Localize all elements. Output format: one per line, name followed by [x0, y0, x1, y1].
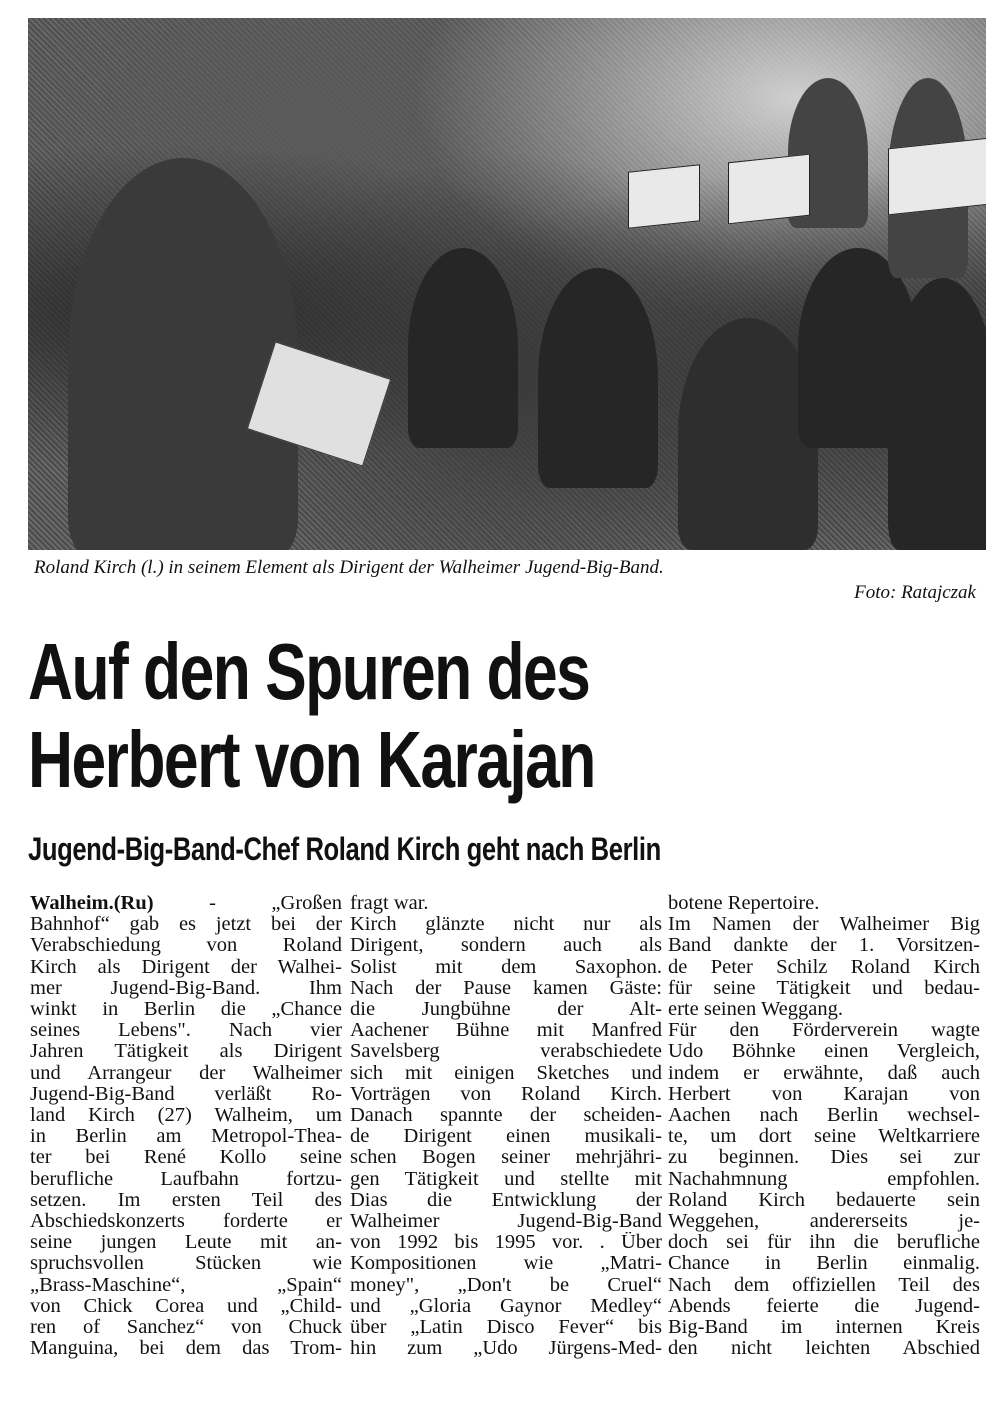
musician-figure: [888, 278, 986, 550]
column-line: Dias die Entwicklung der: [350, 1189, 662, 1211]
column-line: berufliche Laufbahn fortzu-: [30, 1168, 342, 1190]
column-line: seine jungen Leute mit an-: [30, 1232, 342, 1254]
column-line: den nicht leichten Abschied: [668, 1338, 980, 1360]
column-line: Herbert von Karajan von: [668, 1083, 980, 1105]
article-column-1: [30, 893, 342, 1359]
column-line: de Dirigent einen musikali-: [350, 1126, 662, 1148]
conductor-figure: [68, 158, 298, 550]
column-line: ren of Sanchez“ von Chuck: [30, 1317, 342, 1339]
photo-caption: Roland Kirch (l.) in seinem Element als Dirigent der Walheimer Jugend-Big-Band.: [34, 557, 664, 578]
column-line: hin zum „Udo Jürgens-Med-: [350, 1338, 662, 1360]
column-line: Abschiedskonzerts forderte er: [30, 1211, 342, 1233]
column-line: Vorträgen von Roland Kirch.: [350, 1083, 662, 1105]
column-line: Dirigent, sondern auch als: [350, 935, 662, 957]
column-line: mer Jugend-Big-Band. Ihm: [30, 977, 342, 999]
musician-figure: [538, 268, 658, 488]
column-line: doch sei für ihn die berufliche: [668, 1232, 980, 1254]
dateline: Walheim.(Ru): [30, 893, 154, 914]
column-line: Savelsberg verabschiedete: [350, 1041, 662, 1063]
column-line: Danach spannte der scheiden-: [350, 1105, 662, 1127]
column-line: von Chick Corea und „Child-: [30, 1295, 342, 1317]
column-line: „Brass-Maschine“, „Spain“: [30, 1274, 342, 1296]
column-line: sich mit einigen Sketches und: [350, 1062, 662, 1084]
column-line: Kirch als Dirigent der Walhei-: [30, 956, 342, 978]
music-stand: [728, 154, 810, 225]
column-line: Im Namen der Walheimer Big: [668, 914, 980, 936]
column-line: gen Tätigkeit und stellte mit: [350, 1168, 662, 1190]
news-photo: [28, 18, 986, 550]
column-line: Walheim.(Ru) - „Großen: [30, 893, 342, 914]
column-line: zu beginnen. Dies sei zur: [668, 1147, 980, 1169]
column-line: Weggehen, andererseits je-: [668, 1211, 980, 1233]
column-line: fragt war.: [350, 893, 429, 914]
musician-figure: [408, 248, 518, 448]
column-line: Nachahmnung empfohlen.: [668, 1168, 980, 1190]
headline: [28, 628, 964, 804]
column-line: money", „Don't be Cruel“: [350, 1274, 662, 1296]
column-line: Chance in Berlin einmalig.: [668, 1253, 980, 1275]
column-line: für seine Tätigkeit und bedau-: [668, 977, 980, 999]
column-line: Walheimer Jugend-Big-Band: [350, 1211, 662, 1233]
column-line: erte seinen Weggang.: [668, 999, 844, 1021]
column-line: ter bei René Kollo seine: [30, 1147, 342, 1169]
column-line: Verabschiedung von Roland: [30, 935, 342, 957]
column-line: Band dankte der 1. Vorsitzen-: [668, 935, 980, 957]
column-line: schen Bogen seiner mehrjähri-: [350, 1147, 662, 1169]
column-line: Solist mit dem Saxophon.: [350, 956, 662, 978]
column-line: und „Gloria Gaynor Medley“: [350, 1295, 662, 1317]
column-line: de Peter Schilz Roland Kirch: [668, 956, 980, 978]
column-line: Für den Förderverein wagte: [668, 1020, 980, 1042]
column-line: und Arrangeur der Walheimer: [30, 1062, 342, 1084]
column-line: Aachen nach Berlin wechsel-: [668, 1105, 980, 1127]
column-line: indem er erwähnte, daß auch: [668, 1062, 980, 1084]
article-column-2: [350, 893, 662, 1359]
column-line: über „Latin Disco Fever“ bis: [350, 1317, 662, 1339]
column-line: Nach der Pause kamen Gäste:: [350, 977, 662, 999]
column-line: seines Lebens". Nach vier: [30, 1020, 342, 1042]
column-line: Abends feierte die Jugend-: [668, 1295, 980, 1317]
column-line: Kirch glänzte nicht nur als: [350, 914, 662, 936]
photo-credit: Foto: Ratajczak: [854, 582, 976, 603]
column-line: Roland Kirch bedauerte sein: [668, 1189, 980, 1211]
headline-line-2: Herbert von Karajan: [28, 715, 595, 804]
column-line: Udo Böhnke einen Vergleich,: [668, 1041, 980, 1063]
column-line: Kompositionen wie „Matri-: [350, 1253, 662, 1275]
column-line: Bahnhof“ gab es jetzt bei der: [30, 914, 342, 936]
column-line: von 1992 bis 1995 vor. . Über: [350, 1232, 662, 1254]
article-column-3: [668, 893, 980, 1359]
musician-figure: [678, 318, 818, 550]
column-line: botene Repertoire.: [668, 893, 820, 914]
music-stand: [888, 138, 986, 216]
column-line: Nach dem offiziellen Teil des: [668, 1274, 980, 1296]
music-stand: [628, 164, 700, 229]
column-line: Manguina, bei dem das Trom-: [30, 1338, 342, 1360]
column-line: Aachener Bühne mit Manfred: [350, 1020, 662, 1042]
column-line: setzen. Im ersten Teil des: [30, 1189, 342, 1211]
subheadline: Jugend-Big-Band-Chef Roland Kirch geht nach Berlin: [28, 831, 661, 867]
column-line: Jahren Tätigkeit als Dirigent: [30, 1041, 342, 1063]
column-line: Big-Band im internen Kreis: [668, 1317, 980, 1339]
column-line: in Berlin am Metropol-Thea-: [30, 1126, 342, 1148]
column-line: spruchsvollen Stücken wie: [30, 1253, 342, 1275]
column-line: Jugend-Big-Band verläßt Ro-: [30, 1083, 342, 1105]
column-line: te, um dort seine Weltkarriere: [668, 1126, 980, 1148]
headline-line-1: Auf den Spuren des: [28, 627, 590, 716]
column-line: die Jungbühne der Alt-: [350, 999, 662, 1021]
column-line: land Kirch (27) Walheim, um: [30, 1105, 342, 1127]
column-line: winkt in Berlin die „Chance: [30, 999, 342, 1021]
